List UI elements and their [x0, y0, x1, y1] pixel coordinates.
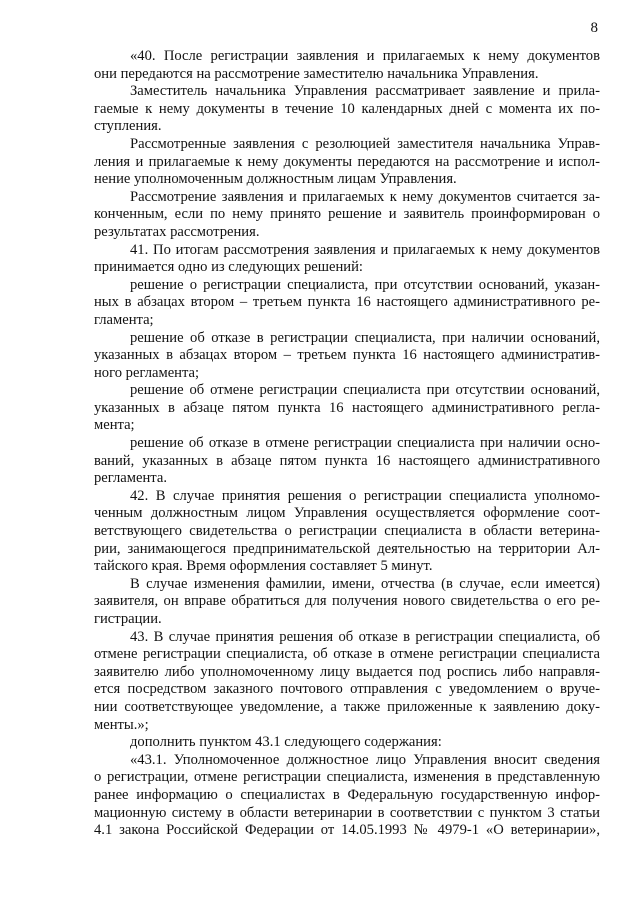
text-line: 43. В случае принятия решения об отказе в регистрации специалиста, об — [130, 628, 600, 645]
text-line: Рассмотрение заявления и прилагаемых к нему документов считается за- — [130, 188, 600, 205]
page-number: 8 — [590, 20, 598, 36]
text-line: нии соответствующее уведомление, а также приложенные к заявлению доку- — [94, 698, 600, 715]
text-line: нение уполномоченным должностным лицам Управления. — [94, 171, 457, 188]
text-line: указанных в абзацах втором – третьем пункта 16 настоящего административ- — [94, 347, 600, 364]
text-line: ного регламента; — [94, 364, 200, 381]
text-line: Заместитель начальника Управления рассматривает заявление и прила- — [130, 83, 600, 100]
text-line: ступления. — [94, 118, 162, 135]
text-line: менты.»; — [94, 716, 149, 733]
text-line: ления и прилагаемые к нему документы передаются на рассмотрение и испол- — [94, 153, 600, 170]
text-line: отмене регистрации специалиста, об отказе в отмене регистрации специалиста — [94, 646, 600, 663]
text-line: ется посредством заказного почтового отправления с уведомлением о вруче- — [94, 681, 600, 698]
text-line: ветствующего свидетельства о регистрации специалиста в области ветерина- — [94, 523, 600, 540]
text-line: дополнить пунктом 43.1 следующего содержания: — [130, 734, 442, 751]
text-line: гаемые к нему документы в течение 10 календарных дней с момента их по- — [94, 100, 600, 117]
text-line: они передаются на рассмотрение заместителю начальника Управления. — [94, 65, 539, 82]
text-line: заявителя, он вправе обратиться для получения нового свидетельства о его ре- — [94, 593, 600, 610]
text-line: решение об отказе в отмене регистрации специалиста при наличии осно- — [130, 435, 600, 452]
text-line: указанных в абзаце пятом пункта 16 настоящего административного регла- — [94, 399, 600, 416]
text-line: ных в абзацах втором – третьем пункта 16 настоящего административного ре- — [94, 294, 600, 311]
text-line: гистрации. — [94, 611, 162, 627]
text-line: регламента. — [94, 470, 167, 487]
text-line: В случае изменения фамилии, имени, отчества (в случае, если имеется) — [130, 575, 600, 592]
text-line: ваний, указанных в абзаце пятом пункта 16 настоящего административного — [94, 452, 600, 469]
text-line: принимается одно из следующих решений: — [94, 259, 363, 276]
text-line: «40. После регистрации заявления и прилагаемых к нему документов — [130, 48, 600, 64]
text-line: «43.1. Уполномоченное должностное лицо Управления вносит сведения — [130, 751, 600, 768]
text-line: 42. В случае принятия решения о регистрации специалиста уполномо- — [130, 487, 600, 504]
text-line: тайского края. Время оформления составляет 5 минут. — [94, 558, 433, 575]
text-line: решение об отмене регистрации специалиста при отсутствии оснований, — [130, 382, 600, 399]
text-line: 4.1 закона Российской Федерации от 14.05.1993 № 4979-1 «О ветеринарии», — [94, 822, 600, 839]
text-line: заявителю либо уполномоченному лицу выдается под роспись либо направля- — [94, 663, 600, 680]
text-line: 41. По итогам рассмотрения заявления и прилагаемых к нему документов — [130, 241, 600, 258]
text-line: мента; — [94, 417, 135, 434]
text-line: о регистрации, отмене регистрации специалиста, изменения в представленную — [94, 769, 600, 786]
text-line: Рассмотренные заявления с резолюцией заместителя начальника Управ- — [130, 135, 600, 152]
text-line: результатах рассмотрения. — [94, 223, 260, 240]
text-line: гламента; — [94, 311, 154, 328]
text-line: ранее информацию о специалистах в Федеральную государственную инфор- — [94, 786, 600, 803]
text-line: решение об отказе в регистрации специалиста, при наличии оснований, — [130, 329, 600, 346]
text-line: мационную систему в области ветеринарии в соответствии с пунктом 3 статьи — [94, 804, 600, 821]
document-body — [94, 48, 600, 840]
text-line: рии, занимающегося предпринимательской деятельностью на территории Ал- — [94, 540, 600, 557]
text-line: ченным должностным лицом Управления осуществляется оформление соот- — [94, 505, 600, 522]
text-line: конченным, если по нему принято решение и заявитель проинформирован о — [94, 206, 600, 223]
text-line: решение о регистрации специалиста, при отсутствии оснований, указан- — [130, 276, 600, 293]
